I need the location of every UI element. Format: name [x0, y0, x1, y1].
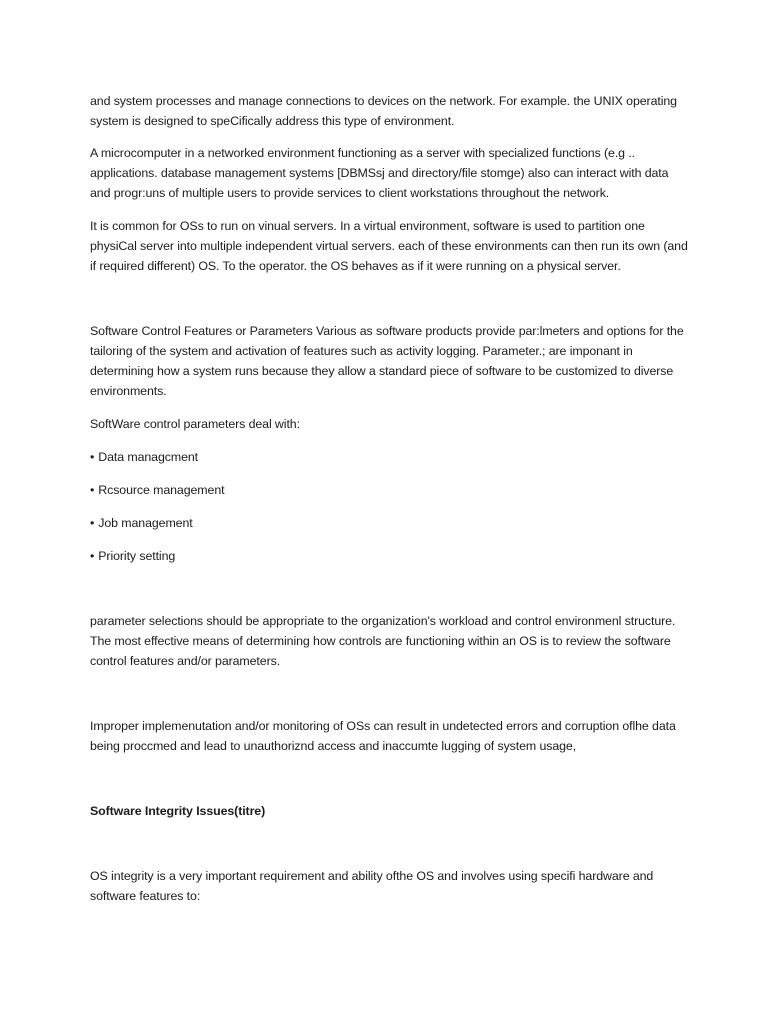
bullet-icon: •: [90, 549, 95, 563]
paragraph-microcomputer: A microcomputer in a networked environment functioning as a server with specialized functions (e.g .. applications. database management systems [DBMSsj and directory/file stomge) also can interact with data and progr:uns of multiple users to provide services to client workstations throughout the network.: [90, 146, 669, 200]
paragraph-parameter-selections: parameter selections should be appropriate to the organization's workload and control environmenl structure. The most effective means of determining how controls are functioning within an OS is to review the software control features and/or parameters.: [90, 614, 676, 668]
list-item-text: Rcsource management: [98, 483, 225, 497]
list-item: [90, 480, 690, 500]
paragraph-os-integrity: OS integrity is a very important requirement and ability ofthe OS and involves using specifi hardware and software features to:: [90, 869, 654, 903]
bullet-icon: •: [90, 450, 95, 464]
document-page: [90, 91, 690, 906]
bullet-icon: •: [90, 516, 95, 530]
list-item-text: Priority setting: [98, 549, 176, 563]
paragraph-system-processes: and system processes and manage connections to devices on the network. For example. the UNIX operating system is designed to speCifically address this type of environment.: [90, 94, 677, 128]
list-item-text: Job management: [98, 516, 193, 530]
paragraph-control-parameters-intro: SoftWare control parameters deal with:: [90, 417, 300, 431]
bullet-icon: •: [90, 483, 95, 497]
bullet-list: [90, 447, 690, 566]
list-item-text: Data managcment: [98, 450, 198, 464]
list-item: [90, 513, 690, 533]
list-item: [90, 546, 690, 566]
paragraph-virtual-servers: It is common for OSs to run on vinual servers. In a virtual environment, software is used to partition one physiCal server into multiple independent virtual servers. each of these environments can then run its own (and if required different) OS. To the operator. the OS behaves as if it were running on a physical server.: [90, 219, 688, 273]
list-item: [90, 447, 690, 467]
paragraph-improper-implementation: Improper implemenutation and/or monitoring of OSs can result in undetected errors and corruption oflhe data being proccmed and lead to unauthoriznd access and inaccumte lugging of system usage,: [90, 719, 676, 753]
paragraph-software-control-features: Software Control Features or Parameters Various as software products provide par:lmeters and options for the tailoring of the system and activation of features such as activity logging. Parameter.; are imponant in determining how a system runs because they allow a standard piece of software to be customized to diverse environments.: [90, 324, 684, 398]
section-heading: Software Integrity Issues(titre): [90, 804, 266, 818]
